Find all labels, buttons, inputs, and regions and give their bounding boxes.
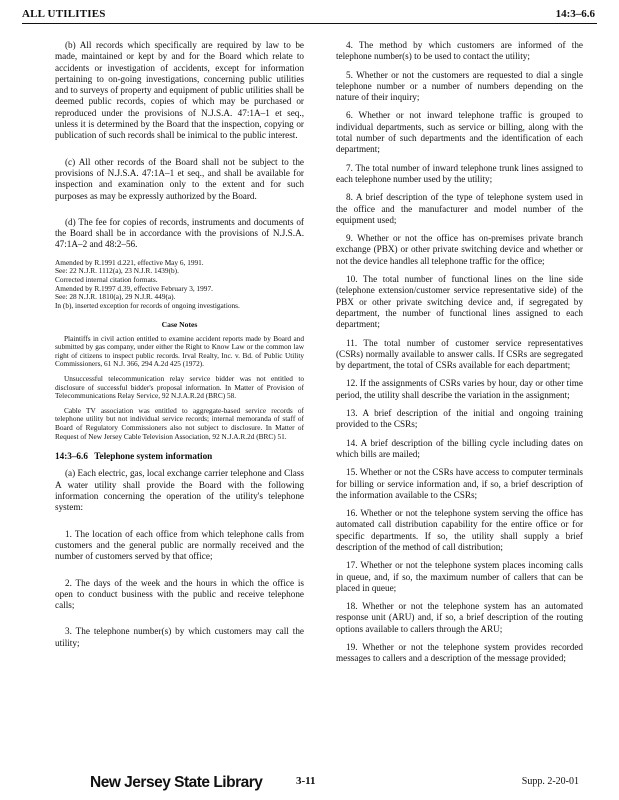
header-rule [22,23,597,24]
amendment-line: Amended by R.1997 d.39, effective February 3, 1997. [55,283,213,293]
supplement-date: Supp. 2-20-01 [521,776,579,787]
list-item: 7. The total number of inward telephone trunk lines assigned to each telephone number used by the utility; [336,162,583,184]
section-title: Telephone system information [94,451,213,462]
paragraph-c: (c) All other records of the Board shall not be subject to the provisions of N.J.S.A. 47:1A–1 et seq., and shall be available for inspection and examination only to the extent and for such purposes as may be expressly authorized by the Board. [55,156,304,201]
list-item: 15. Whether or not the CSRs have access to computer terminals for billing or service information and, if so, a brief description of the information available to the CSRs; [336,467,583,500]
list-item: 2. The days of the week and the hours in which the office is open to conduct business with the public and receive telephone calls; [55,577,304,611]
list-item: 3. The telephone number(s) by which customers may call the utility; [55,626,304,648]
list-item: 19. Whether or not the telephone system provides recorded messages to callers and a description of the message provided; [336,642,583,664]
list-item: 9. Whether or not the office has on-premises private branch exchange (PBX) or other private switching device and whether or not the device handles all telephone traffic for the office; [336,233,583,266]
library-logo: New Jersey State Library [90,774,263,791]
list-item: 13. A brief description of the initial and ongoing training provided to the CSRs; [336,408,583,430]
amendment-line: In (b), inserted exception for records of ongoing investigations. [55,300,240,310]
case-note: Plaintiffs in civil action entitled to examine accident reports made by Board and submitted by gas company, under either the Right to Know Law or the common law right of citizens to inspect public records. Irval Realty, Inc. v. Bd. of Public Utility Commissioners, 61 N.J. 366, 294 A.2d 425 (1972). [55,333,304,369]
list-item: 5. Whether or not the customers are requested to dial a single telephone number or a number of numbers depending on the nature of their inquiry; [336,69,583,103]
amendment-line: Amended by R.1991 d.221, effective May 6, 1991. [55,257,204,267]
amendment-line: See: 28 N.J.R. 1810(a), 29 N.J.R. 449(a). [55,292,176,302]
section-heading [55,451,304,462]
case-notes-heading: Case Notes [161,320,198,330]
section-number: 14:3–6.6 [55,451,88,462]
list-item: 16. Whether or not the telephone system serving the office has automated call distribution capability for the entire office or for specific departments. If so, the utility shall supply a brief description of the method of call distribution; [336,508,583,552]
list-item: 17. Whether or not the telephone system places incoming calls in queue, and, if so, the maximum number of callers that can be placed in queue; [336,560,583,593]
paragraph-b: (b) All records which specifically are required by law to be made, maintained or kept by and for the Board which relate to accidents or investigation of accidents, except for information pertaining to on-going investigations, concerning public utilities and to surveys of property and equipment of public utilities shall be deemed public records, copies of which may be purchased or reproduced under the provisions of N.J.S.A. 47:1A–1 et seq., unless it is determined by the Board that the inspection, copying or publication of such records shall be inimical to the public interest. [55,40,304,141]
amendment-line: Corrected internal citation formats. [55,274,158,284]
list-item: 14. A brief description of the billing cycle including dates on which bills are mailed; [336,437,583,459]
amendment-line: See: 22 N.J.R. 1112(a), 23 N.J.R. 1439(b). [55,266,179,276]
case-note: Cable TV association was entitled to aggregate-based service records of telephone utility but not individual service records; internal memoranda of staff of Board of Regulatory Commissioners also not subject to disclosure. In Matter of Request of New Jersey Cable Television Association, 92 N.J.A.R.2d (BRC) 51. [55,405,304,441]
list-item: 1. The location of each office from which telephone calls from customers and the general public are normally received and the number of customers served by that office; [55,528,304,562]
right-column [336,40,583,672]
case-note: Unsuccessful telecommunication relay service bidder was not entitled to disclosure of successful bidder's proposal information. In Matter of Provision of Telecommunications Relay Service, 92 N.J.A.R.2d (BRC) 58. [55,373,304,401]
list-item: 6. Whether or not inward telephone traffic is grouped to individual departments, such as service or billing, along with the total number of such departments and the identification of each department; [336,110,583,155]
list-item: 8. A brief description of the type of telephone system used in the office and the manufacturer and model number of the equipment used; [336,192,583,225]
running-header-title: ALL UTILITIES [22,8,106,20]
list-item: 4. The method by which customers are informed of the telephone number(s) to be used to contact the utility; [336,40,583,62]
amendment-history [55,259,304,311]
list-item: 18. Whether or not the telephone system has an automated response unit (ARU) and, if so, a brief description of the routing options available to callers through the ARU; [336,601,583,634]
list-item: 10. The total number of functional lines on the line side (telephone extension/customer service representative side) of the PBX or other private switching device and, if segregated by department, the number of functional lines assigned to each department; [336,274,583,330]
paragraph-a: (a) Each electric, gas, local exchange carrier telephone and Class A water utility shall provide the Board with the following information concerning the operation of the utility's telephone system: [55,468,304,513]
list-item: 11. The total number of customer service representatives (CSRs) normally available to answer calls. If CSRs are segregated by department, the total of CSRs available for each department; [336,337,583,371]
left-column [55,40,304,657]
paragraph-d: (d) The fee for copies of records, instruments and documents of the Board shall be in accordance with the provisions of N.J.S.A. 47:1A–2 and 48:2–56. [55,216,304,250]
page-number: 3-11 [296,775,316,787]
running-header-section: 14:3–6.6 [555,8,595,20]
list-item: 12. If the assignments of CSRs varies by hour, day or other time period, the utility shall describe the variation in the assignment; [336,378,583,400]
